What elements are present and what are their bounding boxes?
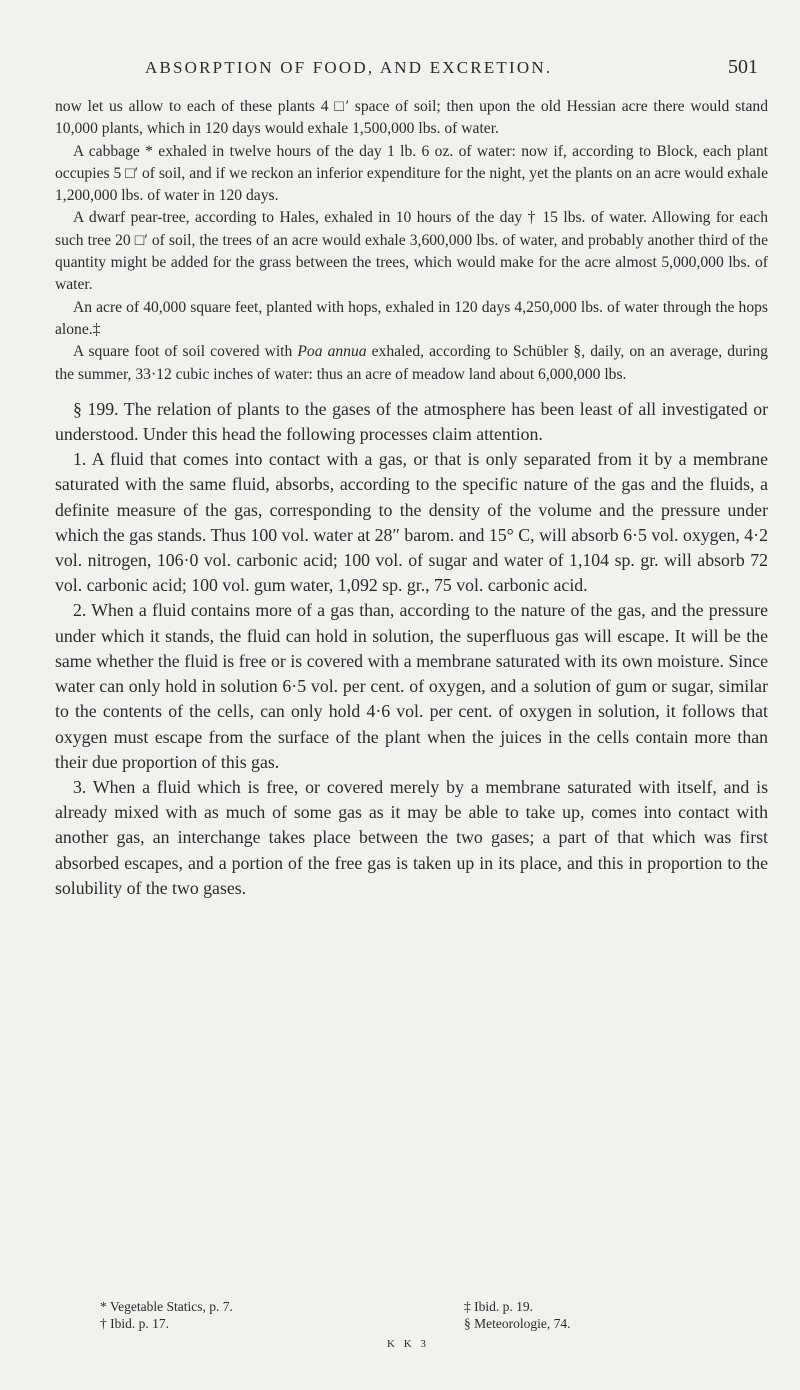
italic-species-name: Poa annua [297, 343, 367, 361]
body-text [55, 96, 768, 901]
footnote: † Ibid. p. 17. [100, 1316, 169, 1331]
footnotes-right [464, 1298, 764, 1332]
footnote: § Meteorologie, 74. [464, 1316, 571, 1331]
running-title: ABSORPTION OF FOOD, AND EXCRETION. [145, 58, 553, 77]
page-header [55, 40, 758, 80]
footnotes-left [100, 1298, 430, 1332]
paragraph: 2. When a fluid contains more of a gas than, according to the nature of the gas, and the pressure under which it stands, the fluid can hold in solution, the superfluous gas will escape. It will be the same whether the fluid is free or is covered with a membrane saturated with its own moisture. Since water can only hold in solution 6·5 vol. per cent. of oxygen, and a solution of gum or sugar, similar to the contents of the cells, can only hold 4·6 vol. per cent. of oxygen in solution, it follows that oxygen must escape from the surface of the plant when the juices in the cells contain more than their due proportion of this gas. [55, 600, 768, 772]
paragraph-poa-annua [55, 341, 768, 386]
paragraph: A dwarf pear-tree, according to Hales, exhaled in 10 hours of the day † 15 lbs. of water. Allowing for each such tree 20 □′ of soil, the trees of an acre would exhale 3,600,000 lbs. of water, and probably another third of the quantity might be added for the grass between the trees, which would make for the acre almost 5,000,000 lbs. of water. [55, 209, 768, 294]
paragraph: 3. When a fluid which is free, or covered merely by a membrane saturated with itself, and is already mixed with as much of some gas as it may be able to take up, comes into contact with another gas, an interchange takes place between the two gases; a part of that which was first absorbed escapes, and a portion of the free gas is taken up in its place, and this in proportion to the solubility of the two gases. [55, 776, 768, 898]
paragraph: An acre of 40,000 square feet, planted with hops, exhaled in 120 days 4,250,000 lbs. of water through the hops alone.‡ [55, 298, 768, 338]
section-heading-paragraph: § 199. The relation of plants to the gases of the atmosphere has been least of all investigated or understood. Under this head the following processes claim attention. [55, 398, 768, 445]
paragraph: 1. A fluid that comes into contact with a gas, or that is only separated from it by a membrane saturated with the same fluid, absorbs, according to the specific nature of the gas and the fluids, a definite measure of the gas, corresponding to the density of the volume and the pressure under which the gas stands. Thus 100 vol. water at 28″ barom. and 15° C, will absorb 6·5 vol. oxygen, 4·2 vol. nitrogen, 106·0 vol. carbonic acid; 100 vol. of sugar and water of 1,104 sp. gr. will absorb 72 vol. carbonic acid; 100 vol. gum water, 1,092 sp. gr., 75 vol. carbonic acid. [55, 449, 768, 596]
text-run: A square foot of soil covered with [73, 343, 298, 361]
small-print-section [55, 96, 768, 386]
page-number: 501 [728, 56, 758, 78]
paragraph: A cabbage * exhaled in twelve hours of the day 1 lb. 6 oz. of water: now if, according to Block, each plant occupies 5 □′ of soil, and if we reckon an inferior expenditure for the night, yet the plants on an acre would exhale 1,200,000 lbs. of water in 120 days. [55, 142, 768, 205]
footnote: ‡ Ibid. p. 19. [464, 1299, 533, 1314]
paragraph: now let us allow to each of these plants 4 □′ space of soil; then upon the old Hessian acre there would stand 10,000 plants, which in 120 days would exhale 1,500,000 lbs. of water. [55, 98, 768, 138]
section-199 [55, 397, 768, 901]
text-run: exhaled, according to Schübler §, daily, on an average, during the summer, 33·12 cubic inches of water: thus an acre of meadow land about 6,000,000 lbs. [55, 343, 768, 383]
footnote: * Vegetable Statics, p. 7. [100, 1299, 233, 1314]
signature-mark: K K 3 [387, 1338, 429, 1350]
